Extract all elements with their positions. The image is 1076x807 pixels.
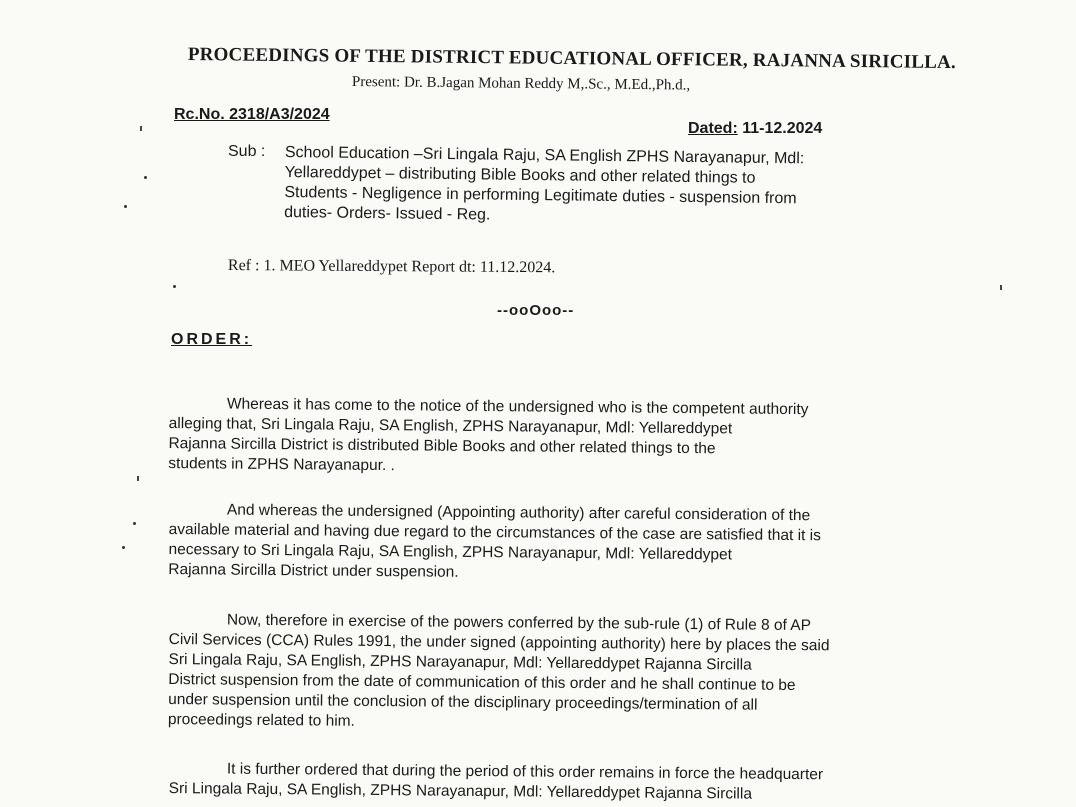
- paragraph-line: under suspension until the conclusion of the disciplinary proceedings/termination of all: [168, 690, 758, 714]
- paragraph-line: students in ZPHS Narayanapur. .: [168, 454, 395, 475]
- separator: --ooOoo--: [497, 302, 575, 319]
- reference-line: Ref : 1. MEO Yellareddypet Report dt: 11.12.2024.: [227, 257, 556, 277]
- scan-speck: [140, 126, 142, 131]
- scan-speck: [124, 205, 127, 208]
- subject-line: Yellareddypet – distributing Bible Books and other related things to: [284, 163, 756, 187]
- subject-text: [284, 143, 804, 229]
- paragraph-line: And whereas the undersigned (Appointing authority) after careful consideration of the: [226, 501, 811, 525]
- paragraph-line: necessary to Sri Lingala Raju, SA English, ZPHS Narayanapur, Mdl: Yellareddypet: [168, 540, 733, 564]
- paragraph-line: Sri Lingala Raju, SA English, ZPHS Narayanapur, Mdl: Yellareddypet Rajanna Sircilla: [168, 650, 752, 674]
- scan-speck: [122, 546, 125, 549]
- document-title: PROCEEDINGS OF THE DISTRICT EDUCATIONAL OFFICER, RAJANNA SIRICILLA.: [187, 44, 957, 74]
- paragraph-line: Sri Lingala Raju, SA English, ZPHS Narayanapur, Mdl: Yellareddypet Rajanna Sircilla: [168, 779, 753, 803]
- paragraph-line: available material and having due regard to the circumstances of the case are satisfied that it is: [168, 520, 821, 545]
- order-heading: ORDER:: [171, 331, 253, 348]
- paragraph-line: proceedings related to him.: [167, 710, 355, 730]
- scan-speck: [1000, 285, 1002, 290]
- paragraph-line: Rajanna Sircilla District is distributed Bible Books and other related things to the: [168, 434, 716, 458]
- present-officer: Present: Dr. B.Jagan Mohan Reddy M,.Sc., M.Ed.,Ph.d.,: [351, 74, 691, 94]
- date-label: Dated:: [688, 120, 738, 137]
- subject-line: School Education –Sri Lingala Raju, SA English ZPHS Narayanapur, Mdl:: [284, 143, 805, 168]
- date-line: [688, 120, 822, 138]
- paragraph-line: Whereas it has come to the notice of the undersigned who is the competent authority: [226, 395, 809, 419]
- subject-line: Students - Negligence in performing Legitimate duties - suspension from: [284, 183, 797, 208]
- paragraph-line: It is further ordered that during the period of this order remains in force the headquarter: [226, 760, 824, 784]
- scan-speck: [173, 285, 176, 288]
- subject-label: Sub :: [228, 143, 266, 160]
- paragraph-3: [168, 610, 904, 737]
- paragraph-line: Now, therefore in exercise of the powers conferred by the sub-rule (1) of Rule 8 of AP: [226, 611, 812, 635]
- date-value: 11-12.2024: [742, 120, 823, 137]
- paragraph-4: [169, 759, 904, 806]
- scan-speck: [137, 476, 139, 481]
- scan-speck: [144, 176, 147, 179]
- paragraph-line: Rajanna Sircilla District under suspension.: [168, 560, 459, 581]
- paragraph-2: [168, 500, 904, 587]
- scan-speck: [133, 522, 136, 525]
- reference-number: Rc.No. 2318/A3/2024: [174, 106, 330, 123]
- paragraph-line: alleging that, Sri Lingala Raju, SA English, ZPHS Narayanapur, Mdl: Yellareddypet: [168, 414, 733, 438]
- paragraph-1: [168, 394, 884, 481]
- subject-line: duties- Orders- Issued - Reg.: [284, 203, 491, 224]
- paragraph-line: Civil Services (CCA) Rules 1991, the under signed (appointing authority) here by places the said: [168, 630, 830, 655]
- paragraph-line: District suspension from the date of communication of this order and he shall continue to be: [168, 670, 796, 695]
